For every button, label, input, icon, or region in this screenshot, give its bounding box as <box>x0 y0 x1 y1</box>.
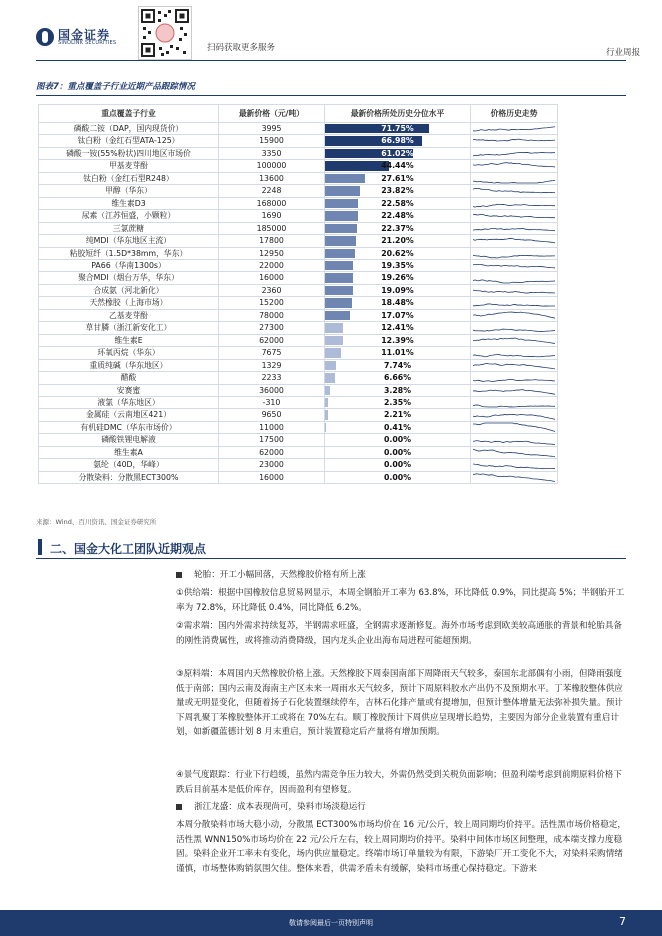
price-trend-cell <box>471 347 558 359</box>
percentile-cell <box>325 197 471 209</box>
product-name: 有机硅DMC（华东市场价） <box>39 421 219 433</box>
latest-price: 185000 <box>219 222 325 234</box>
trend-sparkline <box>471 223 557 234</box>
latest-price: 62000 <box>219 446 325 458</box>
percentile-value: 19.09% <box>381 285 414 295</box>
percentile-bar <box>325 298 352 307</box>
latest-price: 3350 <box>219 147 325 159</box>
trend-sparkline <box>471 260 557 271</box>
page-number: 7 <box>619 915 626 928</box>
table-row <box>39 347 558 359</box>
table-row <box>39 247 558 259</box>
latest-price: 78000 <box>219 309 325 321</box>
product-name: 维生素A <box>39 446 219 458</box>
table-row <box>39 135 558 147</box>
product-name: 液氯（华东地区） <box>39 396 219 408</box>
trend-sparkline <box>471 185 557 196</box>
percentile-cell <box>325 259 471 271</box>
product-name: 天然橡胶（上海市场） <box>39 297 219 309</box>
latest-price: 7675 <box>219 347 325 359</box>
percentile-bar <box>325 410 328 419</box>
product-name: 分散染料：分散黑ECT300% <box>39 471 219 483</box>
latest-price: 12950 <box>219 247 325 259</box>
logo-name-cn: 国金证券 <box>58 28 111 42</box>
percentile-cell <box>325 434 471 446</box>
trend-sparkline <box>471 273 557 284</box>
table-row <box>39 459 558 471</box>
price-trend-cell <box>471 471 558 483</box>
table-row <box>39 384 558 396</box>
product-name: 聚合MDI（烟台万华，华东） <box>39 272 219 284</box>
trend-sparkline <box>471 410 557 421</box>
qr-scan-text: 扫码获取更多服务 <box>207 43 276 53</box>
percentile-cell <box>325 284 471 296</box>
bullet-square-icon <box>176 572 182 578</box>
price-trend-cell <box>471 247 558 259</box>
dye-paragraph: 本周分散染料市场大稳小动，分散黑 ECT300%市场均价在 16 元/公斤，较上周同期均价持平。活性黑市场价格稳定，活性黑 WNN150%市场均价在 22 元/公斤左右，较上周同期均价持平。染料中间体市场区间整理，成本端支撑力度稳固。染料企业开工率未有变化，场内供应量稳定。终端市场订单量较为有限，下游染厂开工变化不大，对染料采购情绪谨慎，市场整体购销氛围欠佳。整体来看，供需矛盾未有缓解，染料市场重心保持稳定。下游来 <box>176 820 626 874</box>
table-row <box>39 185 558 197</box>
latest-price: 36000 <box>219 384 325 396</box>
percentile-value: 0.41% <box>383 422 412 432</box>
trend-sparkline <box>471 136 557 147</box>
percentile-value: 22.58% <box>381 198 414 208</box>
price-trend-cell <box>471 459 558 471</box>
percentile-value: 0.00% <box>383 435 412 445</box>
product-name: 磷酸一铵(55%粉状)四川地区市场价 <box>39 147 219 159</box>
latest-price: 17500 <box>219 434 325 446</box>
price-trend-cell <box>471 434 558 446</box>
percentile-value: 71.75% <box>381 124 414 133</box>
percentile-bar <box>325 199 358 208</box>
table-row <box>39 434 558 446</box>
percentile-cell <box>325 123 471 135</box>
percentile-bar <box>325 249 355 258</box>
table-row <box>39 160 558 172</box>
section-title: 二、国金大化工团队近期观点 <box>50 542 207 556</box>
price-trend-cell <box>471 135 558 147</box>
table-row <box>39 197 558 209</box>
trend-sparkline <box>471 385 557 396</box>
percentile-value: 2.35% <box>383 397 412 407</box>
tire-material-paragraph: ③原料端：本周国内天然橡胶价格上涨。天然橡胶下周泰国南部下周降雨天气较多，泰国东北部偶有小雨，但降雨强度低于南部；国内云南及海南主产区未来一周雨水天气较多，预计下周原料胶水产出仍不及预期水平。丁苯橡胶整体供应量或无明显变化，但随着扬子石化装置继续停车，吉林石化排产量或有提增加，但预计整体增量无法弥补损失量。预计下周乳聚丁苯橡胶整体开工或将在 70%左右。顺丁橡胶预计下周供应呈现增长趋势，主要因为部分企业装置有重启计划，如新疆蓝德计划 8 月末重启，预计装置稳定后产量将有增加预期。 <box>176 669 623 737</box>
percentile-cell <box>325 272 471 284</box>
percentile-value: 19.26% <box>381 273 414 283</box>
product-name: 维生素D3 <box>39 197 219 209</box>
table-row <box>39 471 558 483</box>
col-header-percentile: 最新价格所处历史分位水平 <box>325 105 471 123</box>
product-name: 重质纯碱（华东地区） <box>39 359 219 371</box>
price-trend-cell <box>471 409 558 421</box>
report-type: 行业周报 <box>606 48 641 58</box>
percentile-bar <box>325 236 356 245</box>
latest-price: 168000 <box>219 197 325 209</box>
price-trend-cell <box>471 384 558 396</box>
percentile-bar <box>325 224 357 233</box>
percentile-cell <box>325 396 471 408</box>
table-row <box>39 309 558 321</box>
latest-price: 16000 <box>219 272 325 284</box>
product-name: 醋酸 <box>39 372 219 384</box>
latest-price: 2248 <box>219 185 325 197</box>
percentile-value: 18.48% <box>381 298 414 308</box>
percentile-value: 61.02% <box>381 148 414 158</box>
latest-price: 2360 <box>219 284 325 296</box>
price-trend-cell <box>471 421 558 433</box>
percentile-cell <box>325 185 471 197</box>
percentile-value: 27.61% <box>381 173 414 183</box>
dye-heading <box>176 800 630 815</box>
latest-price: 1329 <box>219 359 325 371</box>
price-trend-cell <box>471 446 558 458</box>
percentile-bar <box>325 273 353 282</box>
product-name: 草甘膦（浙江新安化工） <box>39 322 219 334</box>
table-row <box>39 334 558 346</box>
price-trend-cell <box>471 210 558 222</box>
percentile-value: 20.62% <box>381 248 414 258</box>
tire-heading <box>176 568 630 583</box>
latest-price: 9650 <box>219 409 325 421</box>
percentile-value: 12.41% <box>381 323 414 333</box>
product-name: 磷酸铁锂电解液 <box>39 434 219 446</box>
percentile-cell <box>325 210 471 222</box>
latest-price: 17800 <box>219 235 325 247</box>
table-row <box>39 297 558 309</box>
price-trend-cell <box>471 172 558 184</box>
col-header-industry: 重点覆盖子行业 <box>39 105 219 123</box>
page-header <box>0 0 662 62</box>
col-header-price: 最新价格（元/吨） <box>219 105 325 123</box>
table-row <box>39 235 558 247</box>
percentile-cell <box>325 322 471 334</box>
percentile-cell <box>325 147 471 159</box>
latest-price: 23000 <box>219 459 325 471</box>
product-name: 合成氨（河北新化） <box>39 284 219 296</box>
table-row <box>39 284 558 296</box>
percentile-cell <box>325 347 471 359</box>
price-trend-cell <box>471 222 558 234</box>
percentile-value: 22.48% <box>381 211 414 221</box>
tire-supply-paragraph: ①供给端：根据中国橡胶信息贸易网显示，本周全钢胎开工率为 63.8%，环比降低 0.9%，同比提高 5%；半钢胎开工率为 72.8%，环比降低 0.4%，同比降低 6.2%。 <box>176 588 625 613</box>
col-header-trend: 价格历史走势 <box>471 105 558 123</box>
header-divider <box>36 60 626 61</box>
product-name: 乙基麦芽酚 <box>39 309 219 321</box>
product-name: 甲基麦芽酚 <box>39 160 219 172</box>
percentile-bar <box>325 348 341 357</box>
product-name: 维生素E <box>39 334 219 346</box>
footer-disclaimer: 敬请参阅最后一页特别声明 <box>289 919 373 927</box>
percentile-bar <box>325 261 353 270</box>
section-heading <box>36 535 626 559</box>
percentile-cell <box>325 421 471 433</box>
percentile-value: 12.39% <box>381 335 414 345</box>
percentile-cell <box>325 247 471 259</box>
percentile-cell <box>325 359 471 371</box>
bullet-square-icon <box>176 804 182 810</box>
latest-price: 62000 <box>219 334 325 346</box>
percentile-bar <box>325 398 328 407</box>
latest-price: 15900 <box>219 135 325 147</box>
latest-price: 11000 <box>219 421 325 433</box>
table-row <box>39 222 558 234</box>
percentile-value: 44.44% <box>381 161 414 171</box>
latest-price: 13600 <box>219 172 325 184</box>
trend-sparkline <box>471 173 557 184</box>
percentile-value: 3.28% <box>383 385 412 395</box>
price-trend-cell <box>471 284 558 296</box>
trend-sparkline <box>471 397 557 408</box>
percentile-bar <box>325 361 336 370</box>
percentile-value: 19.35% <box>381 260 414 270</box>
price-trend-cell <box>471 147 558 159</box>
latest-price: 3995 <box>219 123 325 135</box>
percentile-value: 0.00% <box>383 472 412 482</box>
latest-price: 1690 <box>219 210 325 222</box>
tire-sentiment-paragraph: ④景气度跟踪：行业下行趋缓，虽然内需竞争压力较大，外需仍然受到关税负面影响；但盈利端考虑到前期原料价格下跌后目前基本是低价库存，因而盈利有望修复。 <box>176 770 622 795</box>
percentile-value: 22.37% <box>381 223 414 233</box>
price-trend-cell <box>471 259 558 271</box>
table-row <box>39 421 558 433</box>
table-row <box>39 172 558 184</box>
price-trend-cell <box>471 396 558 408</box>
latest-price: 16000 <box>219 471 325 483</box>
table-row <box>39 409 558 421</box>
trend-sparkline <box>471 435 557 446</box>
product-name: 环氧丙烷（华东） <box>39 347 219 359</box>
trend-sparkline <box>471 347 557 358</box>
price-trend-cell <box>471 334 558 346</box>
percentile-value: 2.21% <box>383 410 412 420</box>
logo-icon <box>36 28 54 46</box>
percentile-value: 23.82% <box>381 186 414 196</box>
price-trend-cell <box>471 123 558 135</box>
trend-sparkline <box>471 298 557 309</box>
price-trend-cell <box>471 372 558 384</box>
price-trend-cell <box>471 297 558 309</box>
percentile-cell <box>325 334 471 346</box>
table-row <box>39 123 558 135</box>
percentile-cell <box>325 459 471 471</box>
figure-source: 来源：Wind、百川资讯、国金证券研究所 <box>36 518 157 526</box>
percentile-value: 66.98% <box>381 136 414 146</box>
price-trend-cell <box>471 235 558 247</box>
latest-price: 22000 <box>219 259 325 271</box>
percentile-cell <box>325 409 471 421</box>
trend-sparkline <box>471 148 557 159</box>
percentile-cell <box>325 135 471 147</box>
table-row <box>39 372 558 384</box>
percentile-value: 21.20% <box>381 236 414 246</box>
table-row <box>39 359 558 371</box>
latest-price: 15200 <box>219 297 325 309</box>
trend-sparkline <box>471 459 557 470</box>
percentile-bar <box>325 323 343 332</box>
trend-sparkline <box>471 360 557 371</box>
price-trend-cell <box>471 185 558 197</box>
percentile-bar <box>325 186 360 195</box>
percentile-bar <box>325 211 358 220</box>
product-name: 粘胶短纤（1.5D*38mm，华东） <box>39 247 219 259</box>
percentile-cell <box>325 309 471 321</box>
trend-sparkline <box>471 123 557 134</box>
product-name: 磷酸二铵（DAP，国内现货价） <box>39 123 219 135</box>
percentile-cell <box>325 372 471 384</box>
qr-code-icon <box>138 6 192 60</box>
percentile-value: 17.07% <box>381 310 414 320</box>
dye-heading-text: 浙江龙盛：成本表现尚可，染料市场淡稳运行 <box>194 802 366 812</box>
product-name: 安赛蜜 <box>39 384 219 396</box>
percentile-bar <box>325 161 389 170</box>
percentile-cell <box>325 172 471 184</box>
product-name: 甲醇（华东） <box>39 185 219 197</box>
product-name: 氨纶（40D，华峰） <box>39 459 219 471</box>
product-name: PA66（华南1300s） <box>39 259 219 271</box>
tire-heading-text: 轮胎：开工小幅回落，天然橡胶价格有所上涨 <box>194 570 366 580</box>
percentile-value: 7.74% <box>383 360 412 370</box>
table-row <box>39 210 558 222</box>
page-footer <box>0 910 662 936</box>
trend-sparkline <box>471 447 557 458</box>
trend-sparkline <box>471 372 557 383</box>
percentile-cell <box>325 471 471 483</box>
table-row <box>39 446 558 458</box>
percentile-cell <box>325 446 471 458</box>
product-name: 三氯蔗糖 <box>39 222 219 234</box>
section-divider <box>36 558 626 559</box>
table-row <box>39 259 558 271</box>
trend-sparkline <box>471 472 557 483</box>
figure-divider <box>36 95 626 96</box>
percentile-value: 0.00% <box>383 447 412 457</box>
percentile-value: 6.66% <box>383 373 412 383</box>
logo-name-en: SINOLINK SECURITIES <box>58 40 117 46</box>
percentile-value: 0.00% <box>383 460 412 470</box>
table-row <box>39 147 558 159</box>
percentile-bar <box>325 174 365 183</box>
percentile-cell <box>325 297 471 309</box>
section-marker <box>38 539 42 555</box>
trend-sparkline <box>471 285 557 296</box>
percentile-value: 11.01% <box>381 348 414 358</box>
table-row <box>39 322 558 334</box>
table-row <box>39 396 558 408</box>
percentile-bar <box>325 311 350 320</box>
price-trend-cell <box>471 197 558 209</box>
percentile-bar <box>325 386 330 395</box>
table-row <box>39 272 558 284</box>
tire-demand-paragraph: ②需求端：国内外需求持续复苏，半钢需求旺盛，全钢需求逐渐修复。海外市场考虑到欧美较高通胀的背景和轮胎具备的刚性消费属性，或将推动消费降级，国内龙头企业出海布局进程可能超预期。 <box>176 621 622 646</box>
price-trend-cell <box>471 322 558 334</box>
trend-sparkline <box>471 161 557 172</box>
trend-sparkline <box>471 322 557 333</box>
price-trend-cell <box>471 160 558 172</box>
product-name: 金属硅（云南地区421） <box>39 409 219 421</box>
percentile-bar <box>325 423 326 432</box>
trend-sparkline <box>471 198 557 209</box>
trend-sparkline <box>471 235 557 246</box>
percentile-cell <box>325 235 471 247</box>
table-body <box>39 123 558 484</box>
percentile-bar <box>325 286 353 295</box>
trend-sparkline <box>471 422 557 433</box>
product-name: 钛白粉（金红石型ATA-125） <box>39 135 219 147</box>
trend-sparkline <box>471 248 557 259</box>
percentile-cell <box>325 384 471 396</box>
latest-price: -310 <box>219 396 325 408</box>
price-trend-cell <box>471 359 558 371</box>
trend-sparkline <box>471 210 557 221</box>
price-trend-cell <box>471 309 558 321</box>
percentile-bar <box>325 336 343 345</box>
percentile-cell <box>325 160 471 172</box>
trend-sparkline <box>471 310 557 321</box>
product-name: 钛白粉（金红石型R248） <box>39 172 219 184</box>
latest-price: 100000 <box>219 160 325 172</box>
product-tracking-table <box>38 104 558 484</box>
trend-sparkline <box>471 335 557 346</box>
percentile-bar <box>325 373 335 382</box>
table-header-row <box>39 105 558 123</box>
price-trend-cell <box>471 272 558 284</box>
percentile-cell <box>325 222 471 234</box>
product-name: 尿素（江苏恒盛，小颗粒） <box>39 210 219 222</box>
company-logo <box>36 26 124 50</box>
product-name: 纯MDI（华东地区主流） <box>39 235 219 247</box>
figure-title: 图表7：重点覆盖子行业近期产品跟踪情况 <box>36 82 195 92</box>
latest-price: 2233 <box>219 372 325 384</box>
latest-price: 27300 <box>219 322 325 334</box>
